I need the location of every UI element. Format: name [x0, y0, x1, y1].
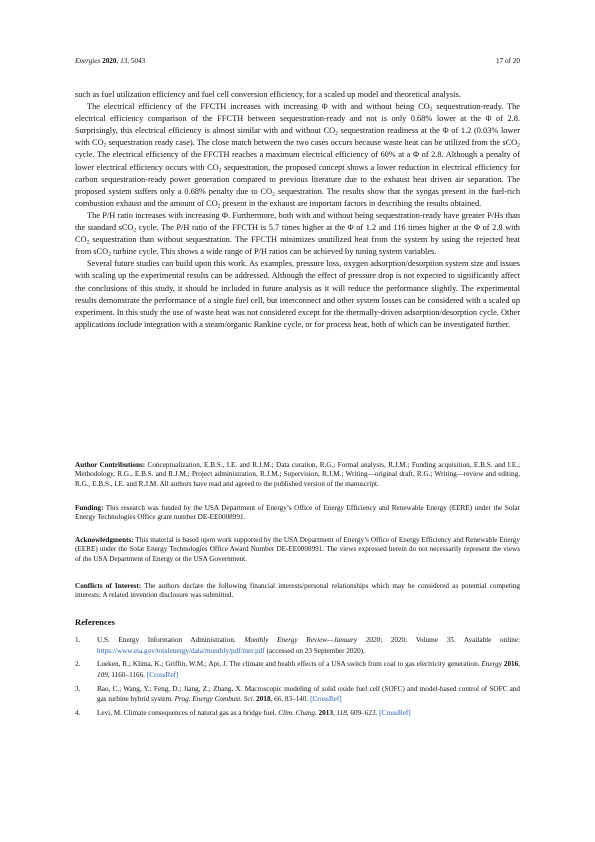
- conflicts-of-interest: Conflicts of Interest: The authors declare the following financial interests/personal relationships which may be considered as potential competing interests: A related invention disclosure was submitted.: [75, 582, 521, 600]
- funding-statement: Funding: This research was funded by the USA Department of Energy’s Office of Energy Efficiency and Renewable Energy (EERE) under the Solar Energy Technologies Office grant number DE-EE0008991.: [75, 504, 520, 522]
- reference-list: [75, 635, 520, 722]
- article-number: 5043: [130, 57, 146, 65]
- reference-item: 3. Bao, C.; Wang, Y.; Feng, D.; Jiang, Z.; Zhang, X. Macroscopic modeling of solid oxide fuel cell (SOFC) and model-based control of SOFC and gas turbine hybrid system. Prog. Energy Combust. Sci. 2018, 66, 83–140. [CrossRef]: [75, 684, 520, 704]
- crossref-link[interactable]: [CrossRef]: [310, 695, 342, 704]
- journal-volume: 13: [120, 57, 128, 65]
- paragraph-ph-ratio: The P/H ratio increases with increasing Φ. Furthermore, both with and without being sequestration-ready have greater P/Hs than the standard sCO$_2$ cycle. The P/H ratio of the FFCTH is 5.7 times higher at the Φ of 1.2 and 116 times higher at the Φ of 2.8 with $CO_2$ sequestration than without sequestration. The FFCTH minimizes unutilized heat from the system by using the rejected heat from sCO$_2$ turbine cycle. This shows a wide range of P/H ratios can be achieved by tuning system variables.: [75, 210, 520, 258]
- crossref-link[interactable]: [CrossRef]: [379, 709, 411, 718]
- journal-name: Energies: [75, 57, 101, 65]
- paragraph-continued: such as fuel utilization efficiency and fuel cell conversion efficiency, for a scaled up model and theoretical analysis.: [75, 90, 461, 99]
- references-heading: References: [75, 617, 115, 627]
- journal-citation: Energies 2020, 13, 5043: [75, 57, 146, 65]
- author-contributions: Author Contributions: Conceptualization, E.B.S., I.E. and R.J.M.; Data curation, R.G.; Formal analysis, R.J.M.; Funding acquisition, E.B.S. and I.E.; Methodology, R.G., E.B.S. and R.J.M.; Project administration, R.J.M.; Supervision, R.J.M.; Writing—original draft, R.G.; Writing—review and editing, R.G., E.B.S., I.E. and R.J.M. All authors have read and agreed to the published version of the manuscript.: [75, 461, 521, 488]
- crossref-link[interactable]: [CrossRef]: [146, 670, 179, 679]
- reference-item: 4. Levi, M. Climate consequences of natural gas as a bridge fuel. Clim. Chang. 2013, 118, 609–623. [CrossRef]: [75, 709, 411, 718]
- reference-item: 2. Lueken, R.; Klima, K.; Griffin, W.M.; Apt, J. The climate and health effects of a USA switch from coal to gas electricity generation. Energy 2016, 109, 1160–1166. [CrossRef]: [75, 660, 521, 679]
- page-number: 17 of 20: [496, 57, 520, 65]
- conclusions-text: [75, 89, 520, 331]
- reference-link[interactable]: https://www.eia.gov/totalenergy/data/monthly/pdf/mer.pdf: [97, 646, 265, 655]
- reference-item: 1. U.S. Energy Information Administration. Monthly Energy Review—January 2020; 2020; Volume 35. Available online: https://www.eia.gov/totalenergy/data/monthly/pdf/mer.pdf (accessed on 23 September 2020).: [75, 636, 520, 655]
- paragraph-electrical-efficiency: The electrical efficiency of the FFCTH increases with increasing Φ with and without being $CO_2$ sequestration-ready. The electrical efficiency comparison of the FFCTH between sequestration-ready and not is only 0.68% lower at the Φ of 2.8. Surprisingly, this electrical efficiency is almost similar with and without $CO_2$ sequestration readiness at the Φ of 1.2 (0.03% lower with $CO_2$ sequestration ready case). The close match between the two cases occurs because waste heat can be utilized from the sCO$_2$ cycle. The electrical efficiency of the FFCTH reaches a maximum electrical efficiency of 60% at a Φ of 2.8. Although a penalty of lower electrical efficiency occurs with $CO_2$ sequestration, the proposed concept shows a lower reduction in electrical efficiency for carbon sequestration-ready power generation compared to previous literature due to the exhaust heat driven air separation. The proposed system suffers only a 0.68% penalty due to $CO_2$ sequestration. The results show that the syngas present in the fuel-rich combustion exhaust and the amount of $CO_2$ present in the exhaust are important factors in describing the results obtained.: [75, 102, 521, 210]
- paragraph-future-work: Several future studies can build upon this work. As examples, pressure loss, oxygen adsorption/desorption system size and issues with scaling up the experimental results can be addressed. Although the effect of pressure drop is not expected to significantly affect the conclusions of this study, it should be included in future analysis as it will reduce the performance slightly. The experimental results demonstrate the performance of a single fuel cell, but interconnect and other system losses can be considered with a scaled up experiment. In this study the use of waste heat was not considered except for the thermally-driven adsorption/desorption cycle. Other applications include integration with a steam/organic Rankine cycle, or for process heat, both of which can be investigated further.: [75, 259, 520, 329]
- acknowledgments: Acknowledgments: This material is based upon work supported by the USA Department of Energy’s Office of Energy Efficiency and Renewable Energy (EERE) under the Solar Energy Technologies Office Award Number DE-EE0008991. The views expressed herein do not necessarily represent the views of the USA Department of Energy or the USA Government.: [75, 536, 520, 563]
- journal-year: 2020: [102, 57, 117, 65]
